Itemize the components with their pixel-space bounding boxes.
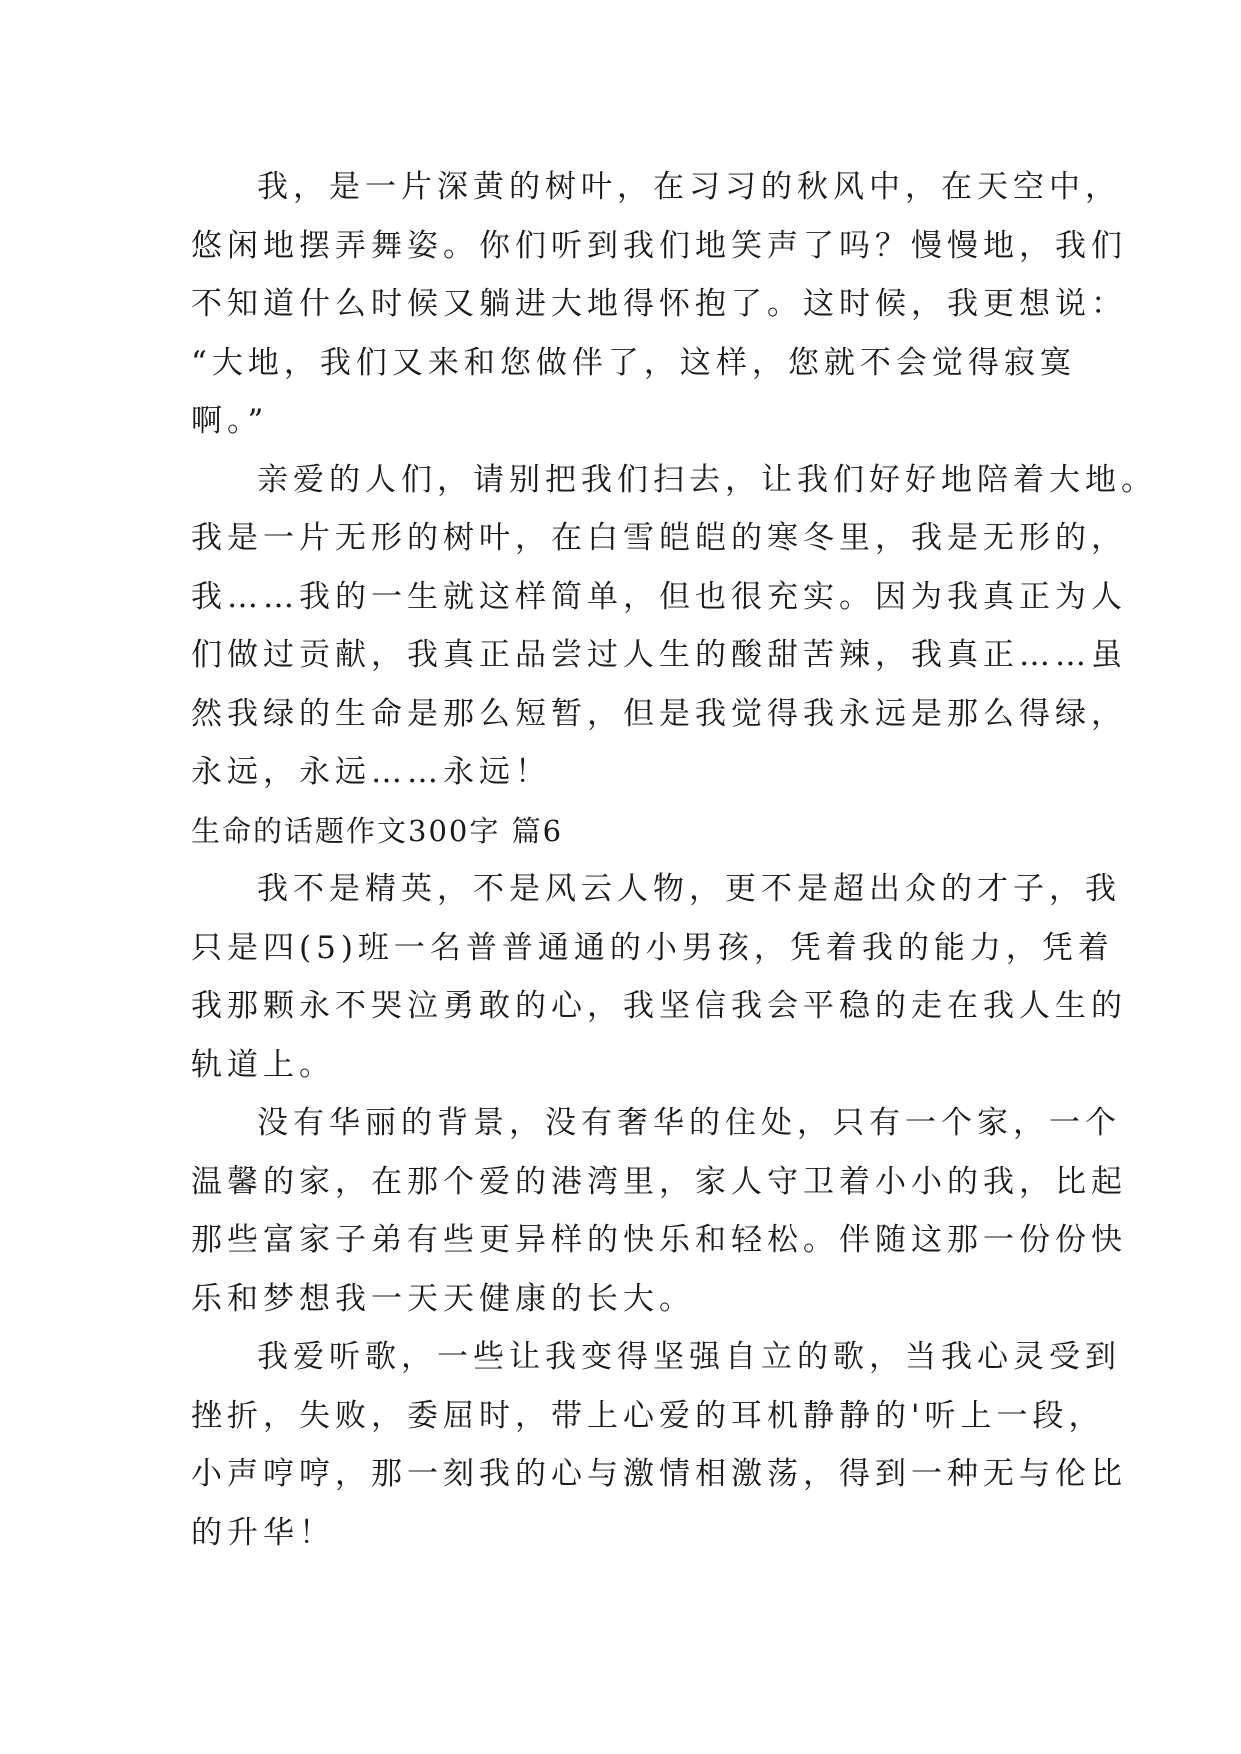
text-line: 悠闲地摆弄舞姿。你们听到我们地笑声了吗？慢慢地，我们 (191, 227, 1127, 264)
section-heading: 生命的话题作文300字 篇6 (191, 813, 564, 848)
text-line: 啊。” (191, 403, 269, 439)
text-line: 我，是一片深黄的树叶，在习习的秋风中，在天空中， (257, 169, 1121, 205)
paragraph-3 (191, 860, 1127, 1094)
text-line: 我……我的一生就这样简单，但也很充实。因为我真正为人 (191, 578, 1127, 615)
text-line: 亲爱的人们，请别把我们扫去，让我们好好地陪着大地。 (257, 461, 1157, 498)
text-line: 永远，永远……永远！ (191, 754, 551, 790)
text-line: 我那颗永不哭泣勇敢的心，我坚信我会平稳的走在我人生的 (191, 988, 1127, 1024)
text-line: 那些富家子弟有些更异样的快乐和轻松。伴随这那一份份快 (191, 1222, 1127, 1258)
paragraph-5 (191, 1328, 1127, 1562)
text-line: 没有华丽的背景，没有奢华的住处，只有一个家，一个 (257, 1105, 1121, 1141)
text-line: 小声哼哼，那一刻我的心与激情相激荡，得到一种无与伦比 (191, 1456, 1127, 1492)
paragraph-1 (191, 158, 1127, 451)
text-line: 挫折，失败，委屈时，带上心爱的耳机静静的'听上一段， (191, 1397, 1105, 1434)
text-line: 我不是精英，不是风云人物，更不是超出众的才子，我 (257, 871, 1121, 907)
text-line: 的升华！ (191, 1514, 335, 1551)
text-line: 温馨的家，在那个爱的港湾里，家人守卫着小小的我，比起 (191, 1163, 1127, 1200)
text-line: 然我绿的生命是那么短暂，但是我觉得我永远是那么得绿， (191, 695, 1127, 732)
text-line: 们做过贡献，我真正品尝过人生的酸甜苦辣，我真正……虽 (191, 637, 1127, 673)
text-line: 乐和梦想我一天天健康的长大。 (191, 1280, 695, 1317)
paragraph-4 (191, 1094, 1127, 1328)
text-line: 我是一片无形的树叶，在白雪皑皑的寒冬里，我是无形的， (191, 520, 1127, 556)
text-line: 只是四(5)班一名普普通通的小男孩，凭着我的能力，凭着 (191, 929, 1114, 966)
text-line: 不知道什么时候又躺进大地得怀抱了。这时候，我更想说： (191, 286, 1127, 322)
text-line: “大地，我们又来和您做伴了，这样，您就不会觉得寂寞 (191, 344, 1076, 381)
text-line: 轨道上。 (191, 1046, 335, 1083)
document-page (191, 158, 1157, 1562)
text-line: 我爱听歌，一些让我变得坚强自立的歌，当我心灵受到 (257, 1339, 1121, 1375)
paragraph-2 (191, 451, 1157, 802)
